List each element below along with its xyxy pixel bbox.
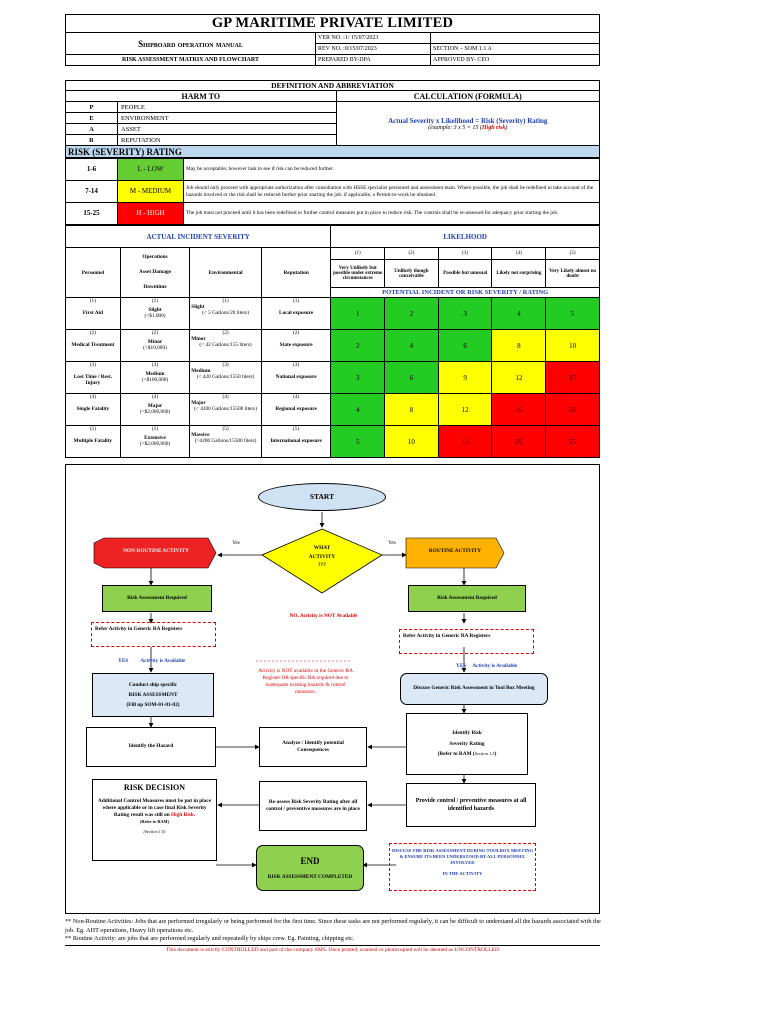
environmental-cell: (4) Major (< 4200 Gallons/15500 liters) [190,394,262,426]
yes-available-right: YES Activity is Available [456,663,518,670]
harm-code: A [66,124,118,135]
harm-code: R [66,135,118,146]
asset-cell: (4) Major (<$2,000,000) [120,394,190,426]
personnel-header: Personnel [66,248,121,298]
matrix-rating-cell: 20 [546,394,600,426]
likelihood-label: Very Likely almost no doubt [546,260,600,288]
matrix-rating-cell: 9 [438,362,492,394]
harm-label: REPUTATION [118,135,337,146]
environmental-header: Environmental [190,248,262,298]
conduct-ship-specific-ra: Conduct ship specific RISK ASSESSMENT (Fill up SOM-01-01-02) [92,673,214,717]
severity-row [66,203,600,225]
activity-notes [65,918,605,944]
routine-note: ** Routine Activity: are jobs that are performed regularly and repeatedly by ships crew. Eg. Painting, chipping etc. [65,935,355,942]
not-available-explanation: Activity is NOT available in the Generic RA Register OR specific RA required due to inadequate existing hazards & control measures. [258,667,353,696]
matrix-rating-cell: 20 [492,426,546,458]
matrix-rating-cell: 6 [385,362,439,394]
identify-risk-rating: Identify Risk Severity Rating (Refer to RAM (Section 1.5) [406,713,528,775]
severity-description: May be acceptable; however task to see if risk can be reduced further. [184,159,600,181]
asset-cell: (1) Slight (<$1,000) [120,298,190,330]
formula-text: Actual Severity x Likelihood = Risk (Severity) Rating [388,116,548,125]
harm-code: E [66,113,118,124]
company-name: GP MARITIME PRIVATE LIMITED [66,15,600,33]
matrix-rating-cell: 12 [438,394,492,426]
matrix-row [66,362,600,394]
end-node: END RISK ASSESSMENT COMPLETED [256,845,364,891]
reputation-cell: (3) National exposure [261,362,331,394]
environmental-cell: (1) Slight (< 5 Gallons/20 liters) [190,298,262,330]
matrix-rating-cell: 15 [546,362,600,394]
personnel-cell: (3) Lost Time / Rest. Injury [66,362,121,394]
severity-range: 1-6 [66,159,118,181]
matrix-rating-cell: 5 [331,426,385,458]
identify-hazard: Identify the Hazard [86,727,216,767]
matrix-rating-cell: 10 [546,330,600,362]
revision-number: REV NO. :0/15/07/2023 [316,44,431,55]
yes-label: Yes [232,540,240,547]
asset-cell: (3) Medium (<$100,000) [120,362,190,394]
likelihood-label: Possible but unusual [438,260,492,288]
likelihood-label: Unlikely though conceivable [385,260,439,288]
environmental-cell: (5) Massive (>4200 Gallons/15500 liters) [190,426,262,458]
severity-level: L - LOW [118,159,184,181]
reputation-cell: (4) Regional exposure [261,394,331,426]
controlled-document-footer: This document is strictly CONTROLLED and part of the company SMS. Once printed, scanned or photocopied will be deemed as UNCONTROLLED [65,945,600,953]
no-activity-label: NO, Activity is NOT Available [289,613,358,620]
matrix-rating-cell: 4 [492,298,546,330]
matrix-rating-cell: 5 [546,298,600,330]
severity-row [66,159,600,181]
environmental-cell: (2) Minor (< 42 Gallons/155 liters) [190,330,262,362]
severity-range: 7-14 [66,181,118,203]
start-node: START [258,483,386,511]
matrix-row [66,298,600,330]
ra-required-left: Risk Assessment Required [102,585,212,612]
severity-table [65,158,600,225]
severity-title: RISK (SEVERITY) RATING [65,146,600,158]
yes-available-left: YES Activity is Available [118,658,186,665]
matrix-row [66,330,600,362]
definitions-title: DEFINITION AND ABBREVIATION [66,81,600,91]
yes-label: Yes [388,540,396,547]
calculation-header: CALCULATION (FORMULA) [336,91,599,102]
personnel-cell: (2) Medical Treatment [66,330,121,362]
matrix-rating-cell: 16 [492,394,546,426]
non-routine-activity: NON-ROUTINE ACTIVITY [123,548,189,555]
severity-level: H - HIGH [118,203,184,225]
personnel-cell: (1) First Aid [66,298,121,330]
matrix-rating-cell: 8 [385,394,439,426]
personnel-cell: (4) Single Fatality [66,394,121,426]
likelihood-label: Very Unlikely but possible under extreme circumstances [331,260,385,288]
reputation-cell: (1) Local exposure [261,298,331,330]
harm-label: ASSET [118,124,337,135]
risk-decision-section: (Section 1.5) [143,829,166,835]
risk-decision-text: Additional Control Measures must be put in place where applicable or in case final Risk Severity Rating result was still on High Risk. [98,797,211,819]
matrix-rating-cell: 8 [492,330,546,362]
matrix-rating-cell: 3 [438,298,492,330]
reputation-cell: (5) International exposure [261,426,331,458]
reassess-rating: Re-assess Risk Severity Rating after all control / preventive measures are in place [259,781,367,831]
severity-row [66,181,600,203]
manual-title: Shipboard operation manual [66,33,316,55]
operations-header: Operations Asset Damage Downtime [120,248,190,298]
version-number: VER NO. :1/ 15/07/2023 [316,33,431,44]
section-reference: SECTION – SOM 1.1 A [431,44,600,55]
likelihood-label: Likely not surprising [492,260,546,288]
matrix-rating-cell: 10 [385,426,439,458]
matrix-rating-cell: 25 [546,426,600,458]
harm-label: PEOPLE [118,102,337,113]
potential-severity-header: POTENTIAL INCIDENT OR RISK SEVERITY / RATING [331,288,600,298]
refer-generic-right: Refer Activity in Generic RA Registers [399,629,534,654]
document-subtitle: RISK ASSESSMENT MATRIX AND FLOWCHART [66,55,316,66]
likelihood-number: (1) [331,248,385,260]
reputation-cell: (2) State exposure [261,330,331,362]
matrix-rating-cell: 12 [492,362,546,394]
personnel-cell: (5) Multiple Fatality [66,426,121,458]
risk-decision-title: RISK DECISION [123,783,186,792]
provide-control-measures: Provide control / preventive measures at all identified hazards [406,783,536,827]
matrix-row [66,394,600,426]
discuss-toolbox-meeting: Discuss Generic Risk Assessment in Tool Box Meeting [400,673,548,705]
matrix-rating-cell: 6 [438,330,492,362]
matrix-rating-cell: 4 [385,330,439,362]
environmental-cell: (3) Medium (< 420 Gallons/1550 liters) [190,362,262,394]
refer-generic-left: Refer Activity in Generic RA Registers [91,622,216,647]
asset-cell: (5) Extensive (>$2,000,000) [120,426,190,458]
matrix-rating-cell: 15 [438,426,492,458]
risk-matrix [65,225,600,458]
harm-to-header: HARM TO [66,91,337,102]
definitions-table [65,80,600,146]
analyze-consequences: Analyze / Identify potential Consequences [259,727,367,767]
toolbox-note: DISCUSS THE RISK ASSESSMENT DURING TOOLBOX MEETING & ENSURE ITS BEEN UNDERSTOOD BY ALL PERSONNEL INVOLVED IN THE ACTIVITY [389,843,536,891]
harm-code: P [66,102,118,113]
severity-description: The job must not proceed until it has been redefined or further control measures put in place to reduce risk. The controls shall be re-assessed for adequacy prior starting the job. [184,203,600,225]
likelihood-number: (2) [385,248,439,260]
document-page [65,14,600,953]
matrix-rating-cell: 1 [331,298,385,330]
severity-level: M - MEDIUM [118,181,184,203]
harm-label: ENVIRONMENT [118,113,337,124]
likelihood-number: (5) [546,248,600,260]
risk-assessment-flowchart [65,464,600,914]
likelihood-number: (4) [492,248,546,260]
ra-required-right: Risk Assessment Required [408,585,526,612]
severity-description: Job should only proceed with appropriate authorization after consultation with HSSE specialist personnel and assessment team. Where possible, the job shall be redefined to take account of the hazards involved or the risk shall be reduced further prior starting the job. if applicable, a Permit-to-work be obtained. [184,181,600,203]
matrix-rating-cell: 2 [385,298,439,330]
formula-example: (example: 3 x 5 = 15 (High risk) [428,124,508,131]
risk-decision-box [92,779,217,861]
what-activity-label: WHAT ACTIVITY ??? [308,545,336,569]
approved-by: APPROVED BY- CEO [431,55,600,66]
prepared-by: PREPARED BY-DPA [316,55,431,66]
severity-range: 15-25 [66,203,118,225]
reputation-header: Reputation [261,248,331,298]
risk-formula [336,102,599,146]
likelihood-number: (3) [438,248,492,260]
matrix-rating-cell: 4 [331,394,385,426]
non-routine-note: ** Non-Routine Activities: Jobs that are performed irregularly or being performed for the first time. Since these tasks are not performed regularly, it can be difficult to understand all the hazards associated with the job. Eg. AHT operations, Heavy lift operations etc. [65,918,601,934]
matrix-rating-cell: 3 [331,362,385,394]
matrix-rating-cell: 2 [331,330,385,362]
actual-severity-header: ACTUAL INCIDENT SEVERITY [66,226,331,248]
document-header [65,14,600,66]
risk-decision-ram: (Refer to RAM) [139,819,170,825]
likelihood-header: LIKELHOOD [331,226,600,248]
asset-cell: (2) Minor (<$10,000) [120,330,190,362]
matrix-row [66,426,600,458]
routine-activity: ROUTINE ACTIVITY [428,548,482,555]
